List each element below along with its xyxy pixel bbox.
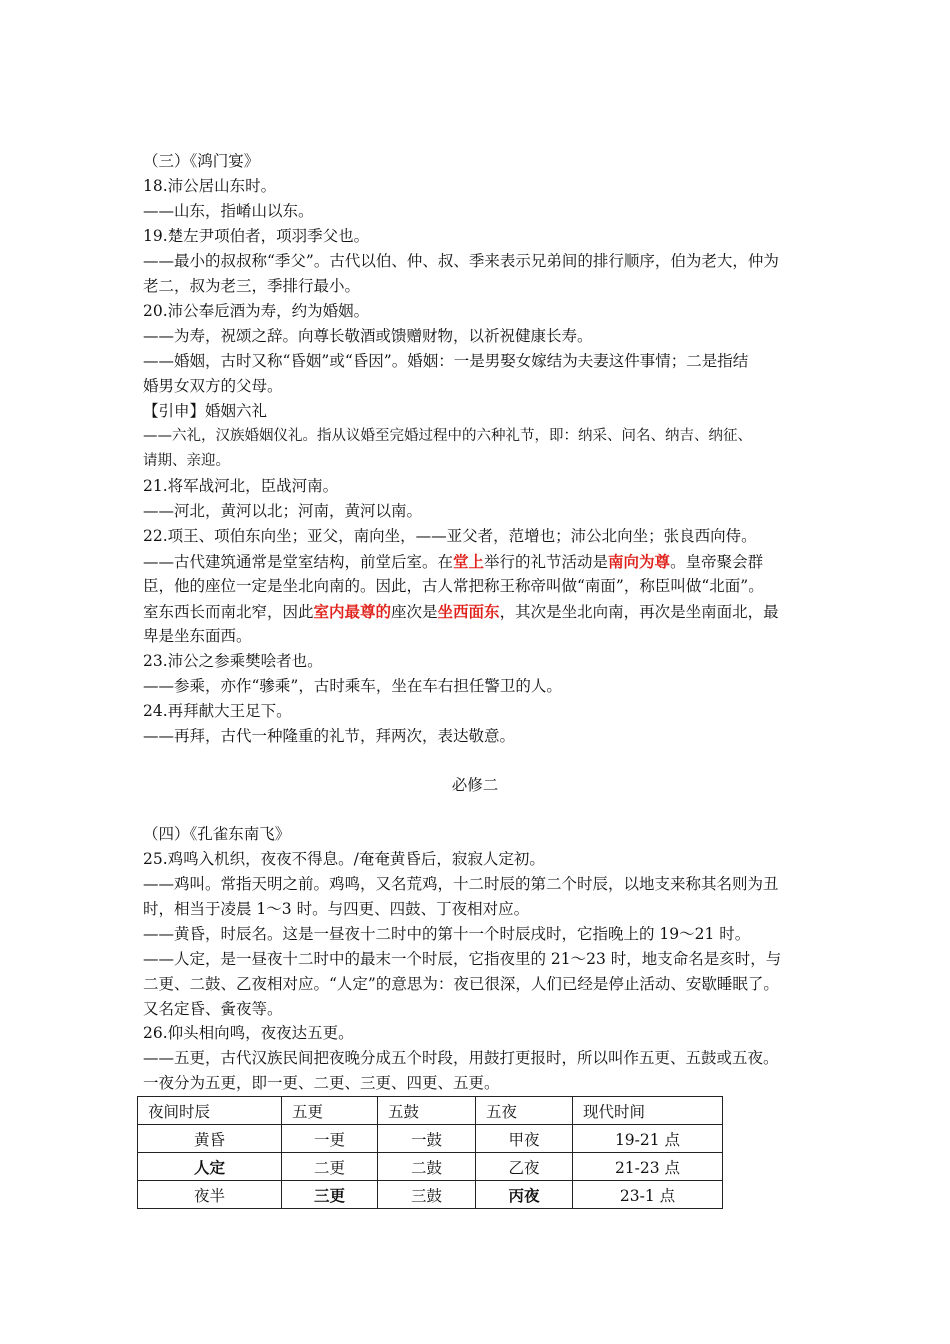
emphasis-text: 南向为尊: [608, 552, 671, 571]
text-line: ——婚姻，古时又称“昏姻”或“昏因”。婚姻：一是男娶女嫁结为夫妻这件事情；二是指结: [143, 352, 749, 370]
text-line: ——为寿，祝颂之辞。向尊长敬酒或馈赠财物，以祈祝健康长寿。: [143, 327, 593, 345]
text-line-seating: [143, 599, 823, 625]
text-run: ，其次是坐北向南，再次是坐南面北，最: [499, 603, 779, 621]
table-header-cell: 五夜: [476, 1097, 573, 1125]
text-line: ——最小的叔叔称“季父”。古代以伯、仲、叔、季来表示兄弟间的排行顺序，伯为老大，仲为: [143, 252, 779, 270]
text-run: 室东西长而南北窄，因此: [143, 603, 314, 621]
text-line: 18.沛公居山东时。: [143, 177, 277, 195]
text-line: 20.沛公奉卮酒为寿，约为婚姻。: [143, 302, 370, 320]
text-line: 19.楚左尹项伯者，项羽季父也。: [143, 227, 370, 245]
text-line: 25.鸡鸣入机织，夜夜不得息。/奄奄黄昏后，寂寂人定初。: [143, 850, 545, 868]
text-run: 座次是: [391, 603, 438, 621]
table-cell: 二鼓: [378, 1153, 476, 1181]
text-line: 26.仰头相向鸣，夜夜达五更。: [143, 1024, 354, 1042]
text-line-seating: [143, 549, 823, 575]
table-cell: 丙夜: [476, 1181, 573, 1209]
text-line: 23.沛公之参乘樊哙者也。: [143, 652, 323, 670]
text-line: 22.项王、项伯东向坐；亚父，南向坐，——亚父者，范增也；沛公北向坐；张良西向侍。: [143, 527, 757, 545]
text-line: 老二，叔为老三，季排行最小。: [143, 277, 361, 295]
extend-label: 【引申】婚姻六礼: [143, 402, 268, 420]
text-line: 请期、亲迎。: [143, 453, 230, 469]
text-line: ——五更，古代汉族民间把夜晚分成五个时段，用鼓打更报时，所以叫作五更、五鼓或五夜。: [143, 1049, 779, 1067]
table-header-cell: 五更: [282, 1097, 378, 1125]
table-header-cell: 现代时间: [573, 1097, 723, 1125]
text-line: ——人定，是一昼夜十二时中的最末一个时辰，它指夜里的 21～23 时，地支命名是亥时，与: [143, 950, 782, 968]
table-cell: 二更: [282, 1153, 378, 1181]
table-cell: 甲夜: [476, 1125, 573, 1153]
table-cell: 黄昏: [138, 1125, 282, 1153]
section-heading-kongque: （四）《孔雀东南飞》: [143, 825, 291, 843]
text-line: ——参乘，亦作“骖乘”，古时乘车，坐在车右担任警卫的人。: [143, 677, 562, 695]
table-cell: 一更: [282, 1125, 378, 1153]
emphasis-text: 堂上: [453, 552, 485, 571]
text-line: 一夜分为五更，即一更、二更、三更、四更、五更。: [143, 1074, 500, 1092]
text-line: 婚男女双方的父母。: [143, 377, 283, 395]
table-cell: 19-21 点: [573, 1125, 723, 1153]
text-line: 又名定昏、夤夜等。: [143, 1000, 283, 1018]
table-header-row: [138, 1097, 723, 1125]
text-run: ——古代建筑通常是堂室结构，前堂后室。在: [143, 553, 454, 571]
text-line: 24.再拜献大王足下。: [143, 702, 292, 720]
section-heading-hongmenyan: （三）《鸿门宴》: [143, 152, 260, 170]
table-header-cell: 夜间时辰: [138, 1097, 282, 1125]
text-line: 臣，他的座位一定是坐北向南的。因此，古人常把称王称帝叫做“南面”，称臣叫做“北面”。: [143, 577, 764, 595]
table-cell: 一鼓: [378, 1125, 476, 1153]
table-header-cell: 五鼓: [378, 1097, 476, 1125]
text-line: ——再拜，古代一种隆重的礼节，拜两次，表达敬意。: [143, 727, 516, 745]
table-row: [138, 1181, 723, 1209]
table-row: [138, 1125, 723, 1153]
table-cell: 乙夜: [476, 1153, 573, 1181]
emphasis-text: 坐西面东: [437, 602, 500, 621]
table-cell: 三鼓: [378, 1181, 476, 1209]
text-line: ——河北，黄河以北；河南，黄河以南。: [143, 502, 423, 520]
text-line: ——黄昏，时辰名。这是一昼夜十二时中的第十一个时辰戌时，它指晚上的 19～21 时。: [143, 925, 751, 943]
table-cell: 夜半: [138, 1181, 282, 1209]
text-line: ——六礼，汉族婚姻仪礼。指从议婚至完婚过程中的六种礼节，即：纳采、问名、纳吉、纳征、: [143, 428, 752, 444]
table-row: [138, 1153, 723, 1181]
text-line: 二更、二鼓、乙夜相对应。“人定”的意思为：夜已很深，人们已经是停止活动、安歇睡眠了。: [143, 975, 779, 993]
table-cell: 23-1 点: [573, 1181, 723, 1209]
night-watch-table: [137, 1096, 723, 1209]
text-run: 举行的礼节活动是: [484, 553, 609, 571]
text-run: 。皇帝聚会群: [670, 553, 764, 571]
text-line: 卑是坐东面西。: [143, 627, 252, 645]
table-cell: 21-23 点: [573, 1153, 723, 1181]
table-cell: 三更: [282, 1181, 378, 1209]
table-cell: 人定: [138, 1153, 282, 1181]
text-line: 时，相当于凌晨 1～3 时。与四更、四鼓、丁夜相对应。: [143, 900, 530, 918]
text-line: ——山东，指崤山以东。: [143, 202, 314, 220]
emphasis-text: 室内最尊的: [313, 602, 392, 621]
text-line: 21.将军战河北，臣战河南。: [143, 477, 339, 495]
text-line: ——鸡叫。常指天明之前。鸡鸣，又名荒鸡，十二时辰的第二个时辰，以地支来称其名则为丑: [143, 875, 779, 893]
book-title: 必修二: [451, 776, 499, 794]
